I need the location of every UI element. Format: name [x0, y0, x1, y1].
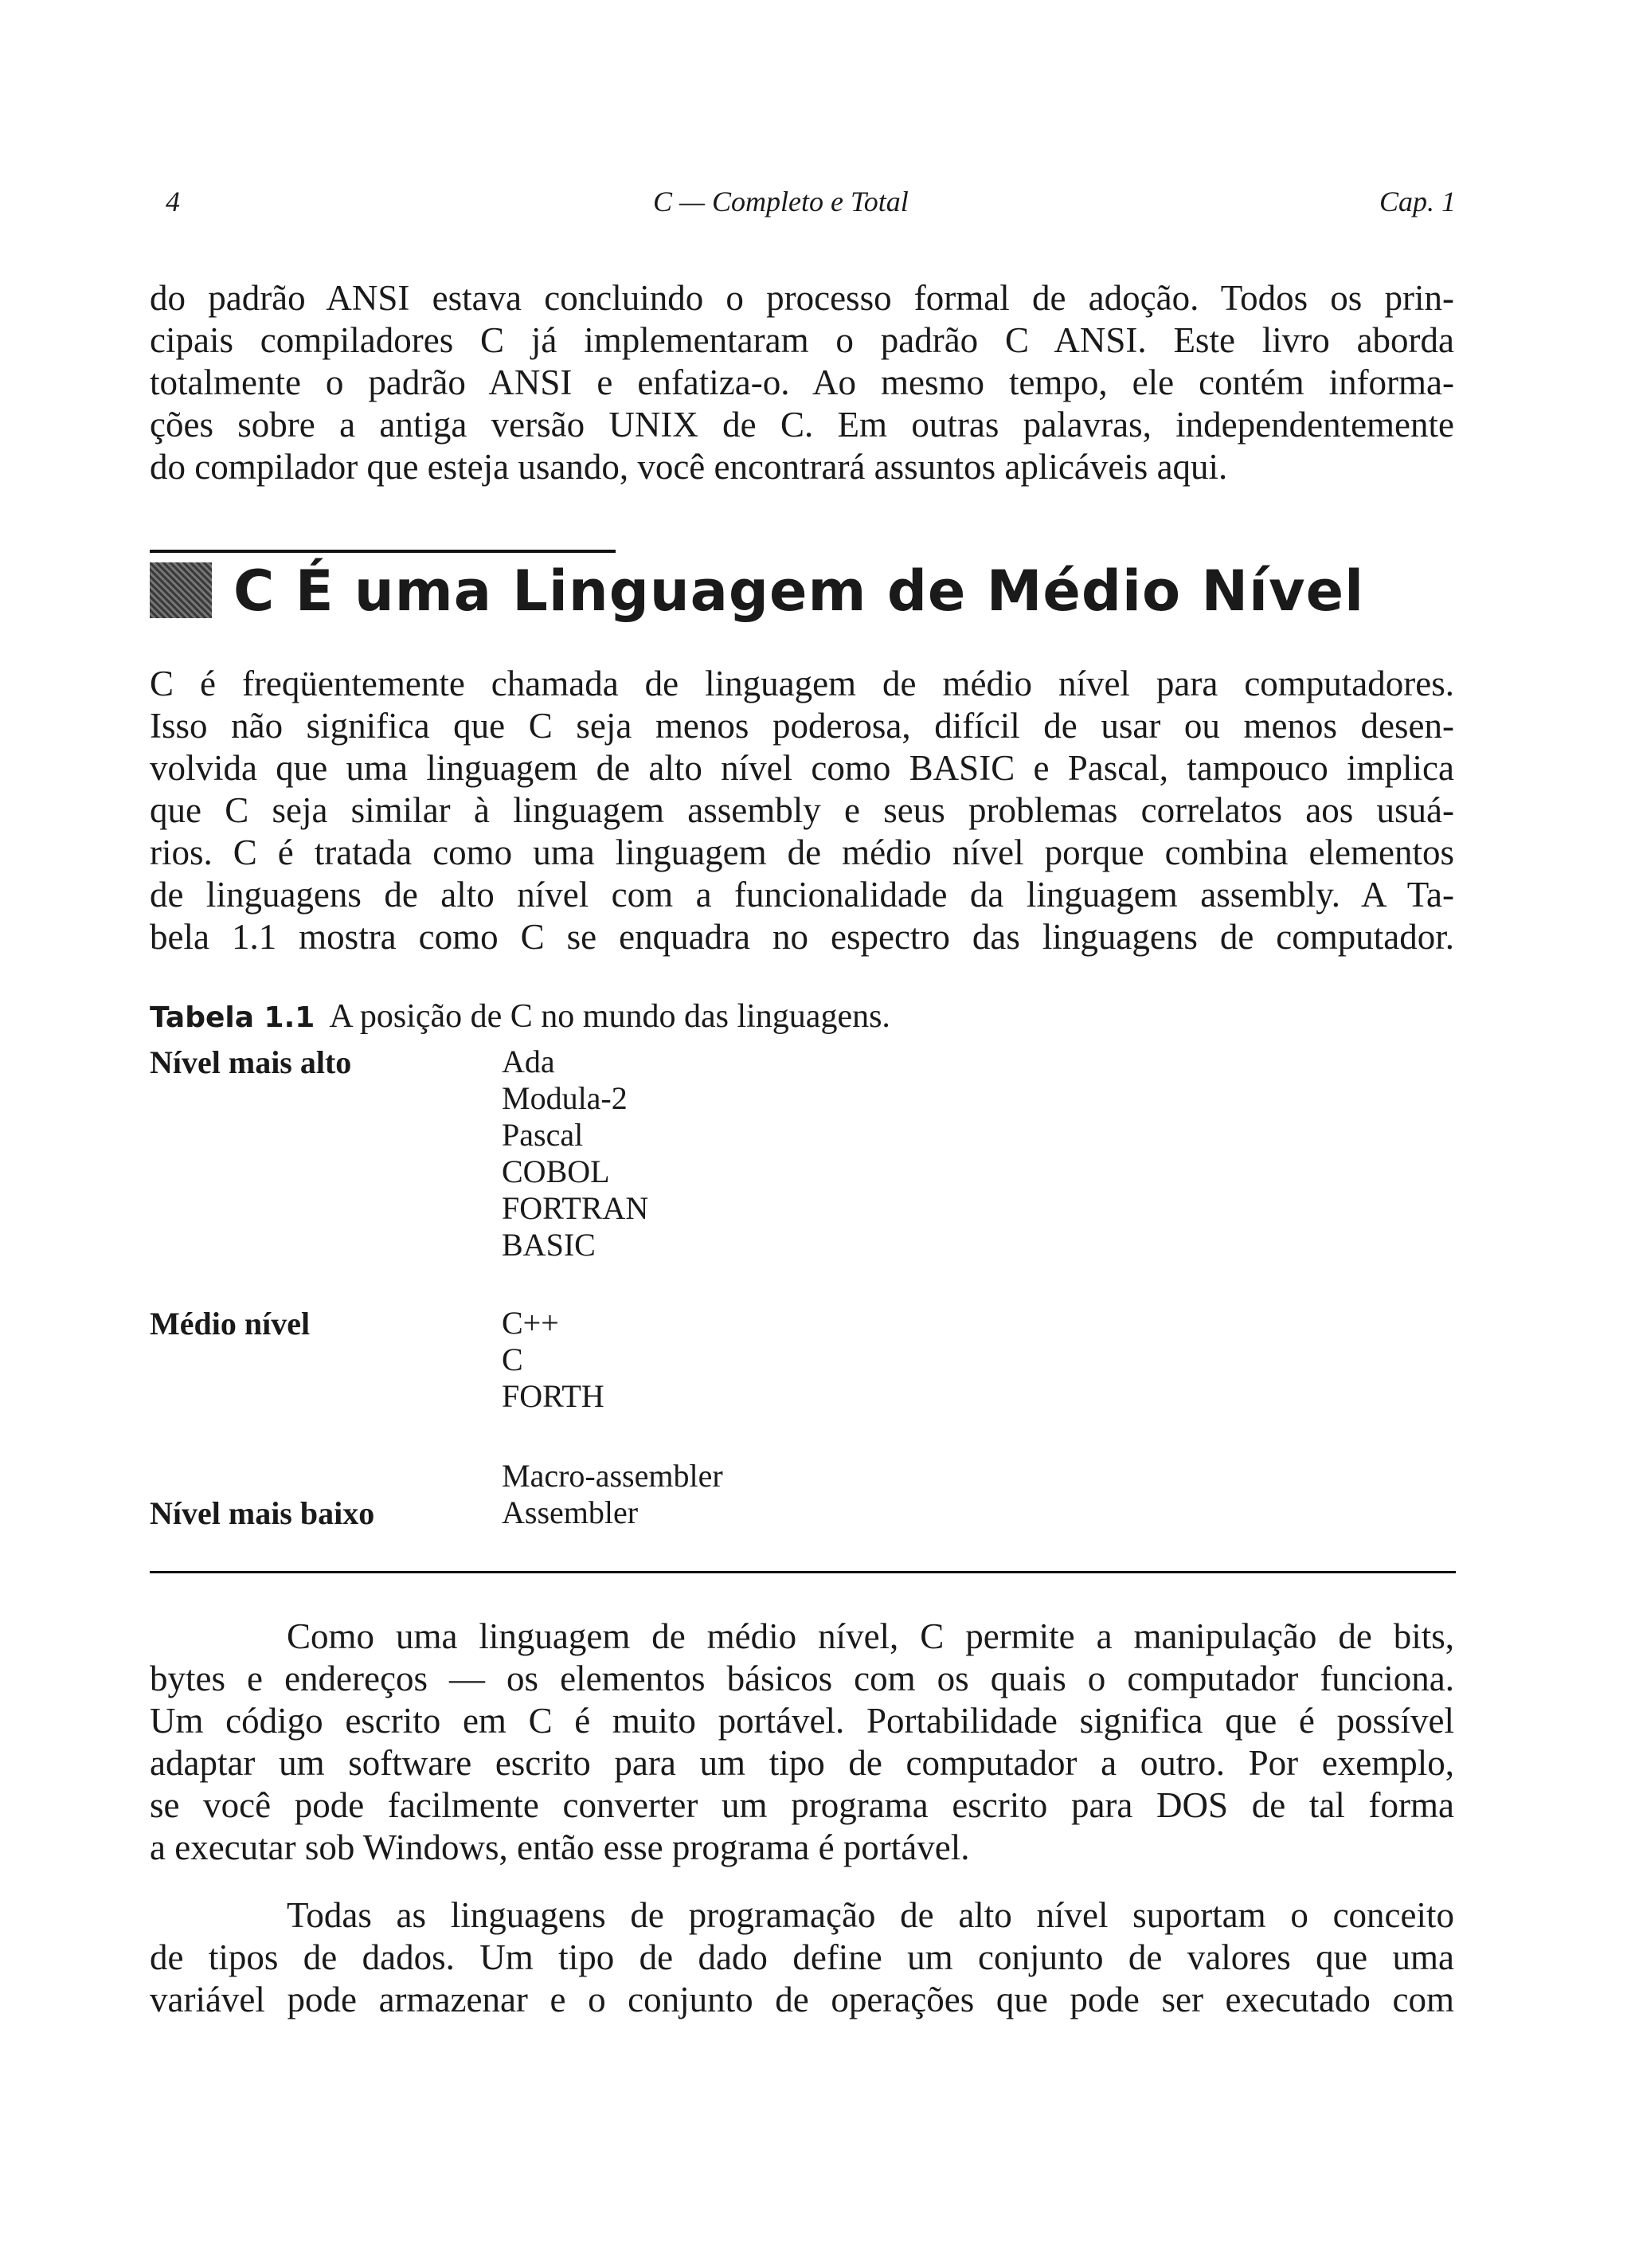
text-line: Um código escrito em C é muito portável. Portabilidade significa que é possível: [150, 1701, 1454, 1741]
data-types-paragraph: [150, 1894, 1454, 2021]
table-row-label: Nível mais alto: [150, 1044, 352, 1080]
text-line: variável pode armazenar e o conjunto de operações que pode ser executado com: [150, 1980, 1454, 2019]
list-item: C: [502, 1342, 523, 1377]
list-item: Ada: [502, 1044, 555, 1079]
table-language-list: [502, 1458, 723, 1531]
text-line: totalmente o padrão ANSI e enfatiza-o. Ao mesmo tempo, ele contém informa-: [150, 362, 1454, 402]
list-item: FORTRAN: [502, 1190, 649, 1226]
list-item: FORTH: [502, 1378, 604, 1414]
text-line: cipais compiladores C já implementaram o padrão C ANSI. Este livro aborda: [150, 320, 1454, 360]
section-marker: [150, 562, 212, 618]
list-item: Pascal: [502, 1117, 584, 1153]
text-line: bytes e endereços — os elementos básicos com os quais o computador funciona.: [150, 1659, 1454, 1698]
text-line: do padrão ANSI estava concluindo o processo formal de adoção. Todos os prin-: [150, 278, 1454, 318]
list-item: Assembler: [502, 1494, 639, 1530]
table-row-label: Nível mais baixo: [150, 1495, 375, 1531]
page-number: 4: [166, 186, 180, 217]
text-line: do compilador que esteja usando, você encontrará assuntos aplicáveis aqui.: [150, 447, 1228, 487]
table-caption-text: A posição de C no mundo das linguagens.: [329, 998, 890, 1035]
table-language-list: [502, 1044, 648, 1263]
text-line: rios. C é tratada como uma linguagem de médio nível porque combina elementos: [150, 832, 1454, 872]
list-item: C++: [502, 1305, 559, 1341]
list-item: Modula-2: [502, 1080, 628, 1116]
text-line: Como uma linguagem de médio nível, C permite a manipulação de bits,: [287, 1616, 1454, 1656]
text-line: de tipos de dados. Um tipo de dado define um conjunto de valores que uma: [150, 1937, 1454, 1977]
portability-paragraph: [150, 1616, 1454, 1869]
list-item: Macro-assembler: [502, 1458, 723, 1494]
text-line: ções sobre a antiga versão UNIX de C. Em outras palavras, independentemente: [150, 405, 1454, 445]
table-row-label: Médio nível: [150, 1306, 311, 1342]
running-header: [166, 185, 1456, 225]
text-line: bela 1.1 mostra como C se enquadra no espectro das linguagens de computador.: [150, 917, 1454, 957]
chapter-label: Cap. 1: [1379, 186, 1456, 217]
section-heading: C É uma Linguagem de Médio Nível: [233, 558, 1365, 624]
text-line: de linguagens de alto nível com a funcionalidade da linguagem assembly. A Ta-: [150, 875, 1454, 915]
intro-paragraph: [150, 277, 1454, 488]
text-line: Isso não significa que C seja menos poderosa, difícil de usar ou menos desen-: [150, 706, 1454, 746]
section-paragraph: [150, 663, 1454, 958]
table-label: Tabela 1.1: [150, 1001, 315, 1034]
text-line: volvida que uma linguagem de alto nível como BASIC e Pascal, tampouco implica: [150, 748, 1454, 788]
text-line: que C seja similar à linguagem assembly e seus problemas correlatos aos usuá-: [150, 790, 1454, 830]
text-line: a executar sob Windows, então esse programa é portável.: [150, 1827, 970, 1867]
table-bottom-rule: [150, 1571, 1456, 1573]
list-item: COBOL: [502, 1154, 610, 1189]
book-title: C — Completo e Total: [653, 186, 909, 217]
list-item: BASIC: [502, 1227, 596, 1263]
text-line: se você pode facilmente converter um programa escrito para DOS de tal forma: [150, 1785, 1454, 1825]
text-line: adaptar um software escrito para um tipo de computador a outro. Por exemplo,: [150, 1743, 1454, 1783]
text-line: C é freqüentemente chamada de linguagem de médio nível para computadores.: [150, 664, 1454, 703]
table-language-list: [502, 1305, 604, 1415]
text-line: Todas as linguagens de programação de alto nível suportam o conceito: [287, 1895, 1454, 1935]
table-caption: [150, 997, 890, 1036]
